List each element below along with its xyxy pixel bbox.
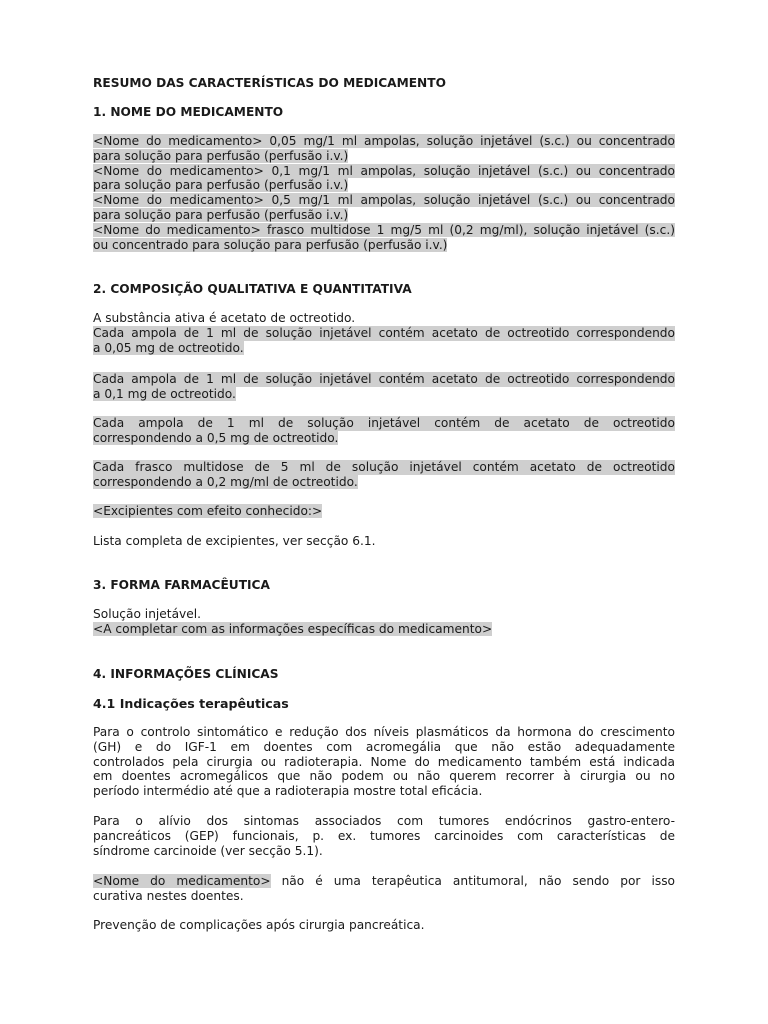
text-line: não é uma terapêutica antitumoral, não sendo por isso <box>270 874 675 888</box>
composition-paragraph-3 <box>93 416 675 446</box>
document-title: RESUMO DAS CARACTERÍSTICAS DO MEDICAMENTO <box>93 76 446 90</box>
active-substance-text: A substância ativa é acetato de octreotido. <box>93 311 356 325</box>
text-line: a 0,1 mg de octreotido. <box>93 386 236 401</box>
text-line: controlados pela cirurgia ou radioterapia. Nome do medicamento também está indicada <box>93 754 675 769</box>
text-line: <Nome do medicamento> 0,1 mg/1 ml ampolas, solução injetável (s.c.) ou concentrado <box>93 163 675 178</box>
text-line: <Nome do medicamento> 0,5 mg/1 ml ampolas, solução injetável (s.c.) ou concentrado <box>93 193 675 208</box>
text-line: correspondendo a 0,5 mg de octreotido. <box>93 430 339 445</box>
indications-paragraph-3 <box>93 874 675 904</box>
text-line: Para o alívio dos sintomas associados com tumores endócrinos gastro-entero- <box>93 814 675 828</box>
text-line: Prevenção de complicações após cirurgia pancreática. <box>93 918 425 932</box>
composition-paragraph-2 <box>93 372 675 402</box>
text-line: a 0,05 mg de octreotido. <box>93 340 244 355</box>
text-line: correspondendo a 0,2 mg/ml de octreotido. <box>93 474 358 489</box>
text-line: curativa nestes doentes. <box>93 888 244 903</box>
text-line: Cada frasco multidose de 5 ml de solução injetável contém acetato de octreotido <box>93 460 675 474</box>
section-2-body <box>93 311 675 355</box>
product-name-placeholder: <Nome do medicamento> <box>93 874 271 888</box>
composition-paragraph-1: Cada ampola de 1 ml de solução injetável contém acetato de octreotido correspondendo <box>93 325 675 340</box>
section-4-heading: 4. INFORMAÇÕES CLÍNICAS <box>93 667 279 681</box>
section-1-body <box>93 134 675 252</box>
excipients-placeholder <box>93 504 675 519</box>
section-2-heading: 2. COMPOSIÇÃO QUALITATIVA E QUANTITATIVA <box>93 282 412 296</box>
section-3-body <box>93 607 675 637</box>
text-line: Cada ampola de 1 ml de solução injetável contém acetato de octreotido correspondendo <box>93 372 675 386</box>
indications-paragraph-1 <box>93 725 675 799</box>
pharmaceutical-form-text: Solução injetável. <box>93 607 202 621</box>
section-3-heading: 3. FORMA FARMACÊUTICA <box>93 578 270 592</box>
text-line: para solução para perfusão (perfusão i.v.) <box>93 178 349 193</box>
text-line: <Excipientes com efeito conhecido:> <box>93 504 323 518</box>
text-line: <Nome do medicamento> frasco multidose 1 mg/5 ml (0,2 mg/ml), solução injetável (s.c.) <box>93 222 675 237</box>
text-line: em doentes acromegálicos que não podem ou não querem recorrer à cirurgia ou no <box>93 769 675 784</box>
text-line: pancreáticos (GEP) funcionais, p. ex. tumores carcinoides com características de <box>93 828 675 843</box>
text-line: para solução para perfusão (perfusão i.v.) <box>93 148 349 163</box>
indications-paragraph-2 <box>93 814 675 858</box>
text-line: Lista completa de excipientes, ver secção 6.1. <box>93 534 376 548</box>
text-line: Para o controlo sintomático e redução dos níveis plasmáticos da hormona do crescimento <box>93 725 675 739</box>
form-details-placeholder: <A completar com as informações específicas do medicamento> <box>93 621 493 636</box>
text-line: período intermédio até que a radioterapia mostre total eficácia. <box>93 784 483 799</box>
section-1-heading: 1. NOME DO MEDICAMENTO <box>93 105 284 119</box>
text-line: (GH) e do IGF-1 em doentes com acromegália que não estão adequadamente <box>93 739 675 754</box>
text-line: para solução para perfusão (perfusão i.v.) <box>93 207 349 222</box>
subsection-4-1-heading: 4.1 Indicações terapêuticas <box>93 696 289 711</box>
text-line: ou concentrado para solução para perfusão (perfusão i.v.) <box>93 237 448 252</box>
text-line: Cada ampola de 1 ml de solução injetável contém de acetato de octreotido <box>93 416 675 430</box>
product-name-placeholder: <Nome do medicamento> 0,05 mg/1 ml ampolas, solução injetável (s.c.) ou concentrado <box>93 134 675 148</box>
indications-paragraph-4 <box>93 918 675 933</box>
excipients-list-text <box>93 534 675 549</box>
text-line: síndrome carcinoide (ver secção 5.1). <box>93 843 323 858</box>
composition-paragraph-4 <box>93 460 675 490</box>
